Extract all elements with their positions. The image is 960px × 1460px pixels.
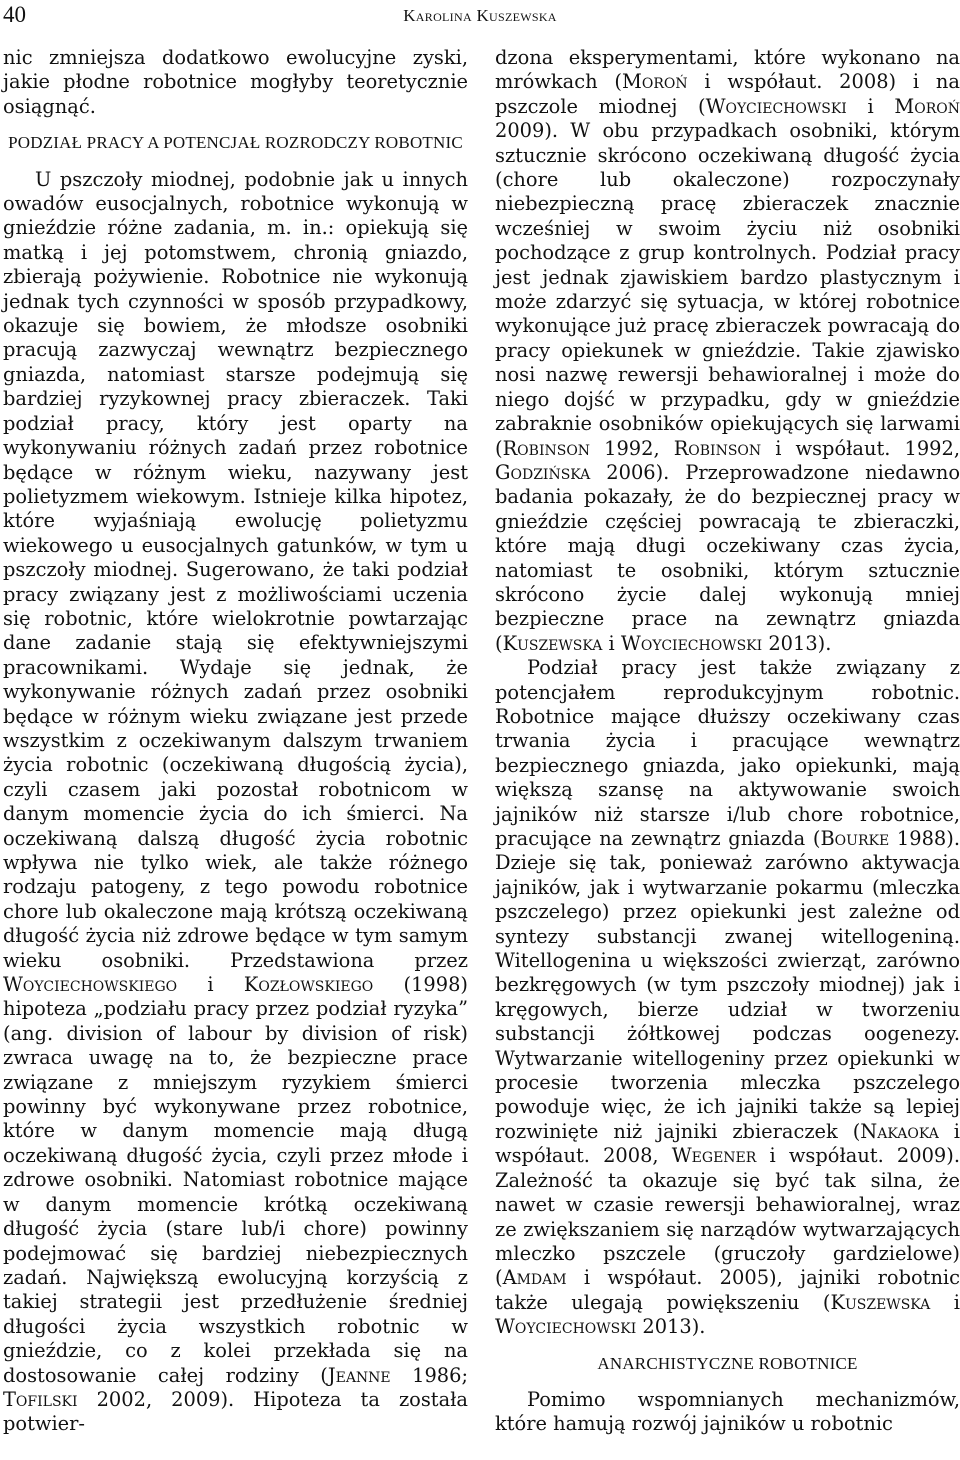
text-run: i — [177, 973, 244, 997]
paragraph: nic zmniejsza dodatkowo ewolucyjne zyski, jakie płodne robotnice mogłyby teoretycznie osiągnąć. — [3, 46, 468, 118]
section-heading: PODZIAŁ PRACY A POTENCJAŁ ROZRODCZY ROBOTNIC — [8, 133, 463, 153]
text-run: i — [846, 94, 895, 118]
citation: Woyciechowskiego — [3, 973, 178, 997]
citation: Robinson — [673, 436, 762, 460]
citation: Kuszewska — [830, 1290, 931, 1314]
citation: Tofilski — [3, 1387, 78, 1411]
citation: Woyciechowski — [705, 94, 847, 118]
text-run: (1998) hipoteza „podziału pracy przez podział ryzyka” (ang. division of labour by division of risk) zwraca uwagę na to, że bezpieczne prace związane z mniejszym ryzykiem śmierci powinny być wykonywane przez robotnice, które w danym momencie mają długą oczekiwaną długość życia, czyli przez młode i zdrowe osobniki. Natomiast robotnice mające w danym momencie krótką oczekiwaną długość życia (stare lub/i chore) powinny podejmować się bardziej niebezpiecznych zadań. Największą ewolucyjną korzyścią z takiej strategii jest przedłużenie średniej długości życia wszystkich robotnic w gnieździe, co z kolei przekłada się na dostosowanie całej rodziny ( — [3, 973, 468, 1387]
text-run: Podział pracy jest także związany z potencjałem reprodukcyjnym robotnic. Robotnice mające dłuższy oczekiwany czas trwania życia i pracujące wewnątrz bezpiecznego gniazda, jako opiekunki, mają większą szansę na aktywowanie swoich jajników niż starsze i/lub chore robotnice, pracujące na zewnątrz gniazda ( — [495, 656, 960, 850]
citation: Kozłowskiego — [243, 973, 374, 997]
citation: Wegener — [671, 1144, 757, 1168]
left-column — [3, 46, 468, 1437]
text-run: 2009). W obu przypadkach osobniki, którym sztucznie skrócono oczekiwaną długość życia (chore lub okaleczone) rozpoczynały niebezpieczną pracę zbieraczek znacznie wcześniej w swoim życiu niż osobniki pochodzące z grup kontrolnych. Podział pracy jest jednak zjawiskiem bardzo plastycznym i może zdarzyć się sytuacja, w której robotnice wykonujące już pracę zbieraczek powracają do pracy opiekunek w gnieździe. Takie zjawisko nosi nazwę rewersji behawioralnej i może do niego dojść w przypadku, gdy w gnieździe zabraknie osobników opiekujących się larwami ( — [495, 119, 960, 460]
text-run: i współaut. 2009). Zależność ta okazuje się być tak silna, że nawet w czasie rewersji behawioralnej, wraz ze zwiększaniem się narządów wytwarzających mleczko pszczele (gruczoły gardzielowe) ( — [495, 1144, 960, 1290]
running-head: Karolina Kuszewska — [403, 6, 557, 25]
citation: Moroń — [621, 70, 688, 94]
text-run: 1992, — [590, 436, 674, 460]
citation: Moroń — [894, 94, 960, 118]
citation: Nakaoka — [860, 1119, 939, 1143]
right-column — [495, 46, 960, 1437]
text-run: U pszczoły miodnej, podobnie jak u innych owadów eusocjalnych, robotnice wykonują w gnieździe różne zadania, m. in.: opiekują się matką i jej potomstwem, chronią gniazdo, zbierają pożywienie. Robotnice nie wykonują jednak tych czynności w sposób przypadkowy, okazuje się bowiem, że młodsze osobniki pracują zazwyczaj wewnątrz bezpiecznego gniazda, natomiast starsze podejmują się bardziej ryzykownej pracy zbieraczek. Taki podział pracy, który jest oparty na wykonywaniu różnych zadań przez robotnice będące w różnym wieku, nazywany jest polietyzmem wiekowym. Istnieje kilka hipotez, które wyjaśniają ewolucję polietyzmu wiekowego u eusocjalnych gatunków, w tym u pszczoły miodnej. Sugerowano, że taki podział pracy związany jest z możliwościami uczenia się robotnic, które wielokrotnie powtarzając dane zadanie stają się efektywniejszymi pracownikami. Wydaje się jednak, że wykonywanie różnych zadań przez osobniki będące w różnym wieku związane jest przede wszystkim z oczekiwanym dalszym trwaniem życia robotnic (oczekiwaną długością życia), czyli czasem jaki pozostał robotnicom w danym momencie życia do ich śmierci. Na oczekiwaną dalszą długość życia robotnic wpływa nie tylko wiek, ale także różnego rodzaju patogeny, z tego powodu robotnice chore lub okaleczone mają krótszą oczekiwaną długość życia niż zdrowe będące w tym samym wieku osobniki. Przedstawiona przez — [3, 167, 468, 972]
text-run: 2006). Przeprowadzone niedawno badania pokazały, że do bezpiecznej pracy w gnieździe częściej powracają te zbieraczki, które mają długi oczekiwany czas życia, natomiast te osobniki, którym sztucznie skrócono życie dalej wykonują mniej bezpieczne prace na zewnątrz gniazda ( — [495, 460, 960, 655]
text-run: i — [930, 1290, 960, 1314]
citation: Bourke — [820, 827, 890, 850]
paragraph — [495, 656, 960, 1339]
text-run: 1986; — [390, 1363, 469, 1387]
text-run: 1988). Dzieje się tak, ponieważ zarówno aktywacja jajników, jak i wytwarzanie pokarmu (mleczka pszczelego) przez opiekunki jest zależne od syntezy substancji zwanej witellogeniną. Witellogenina u większości zwierząt, zarówno bezkręgowych (w tym pszczoły miodnej) jak i kręgowych, bierze udział w tworzeniu substancji żółtkowej podczas oogenezy. Wytwarzanie witellogeniny przez opiekunki w procesie tworzenia mleczka pszczelego powoduje więc, że ich jajniki także są lepiej rozwinięte niż jajniki zbieraczek ( — [495, 827, 960, 1143]
citation: Robinson — [502, 436, 591, 460]
text-run: i współaut. 2008, — [495, 1119, 960, 1168]
text-run: i współaut. 1992, — [761, 436, 960, 460]
citation: Woyciechowski — [620, 631, 763, 655]
citation: Amdam — [502, 1266, 567, 1290]
paragraph — [3, 168, 468, 1437]
paragraph: Pomimo wspomnianych mechanizmów, które hamują rozwój jajników u robotnic — [495, 1387, 960, 1436]
text-run: 2013). — [636, 1315, 706, 1339]
section-heading: ANARCHISTYCZNE ROBOTNICE — [597, 1353, 858, 1373]
citation: Kuszewska — [502, 631, 603, 655]
text-run: i współaut. 2005), jajniki robotnic także ulegają powiększeniu ( — [495, 1266, 960, 1314]
paragraph — [495, 46, 960, 656]
text-run: i współaut. 2008) i na pszczole miodnej ( — [495, 70, 960, 118]
citation: Godzińska — [495, 460, 591, 484]
text-run: i — [602, 631, 621, 655]
text-run: dzona eksperymentami, które wykonano na mrówkach ( — [495, 46, 960, 94]
page-header — [0, 0, 960, 40]
page-number: 40 — [3, 2, 26, 27]
text-run: 2002, 2009). Hipoteza ta została potwier- — [3, 1387, 468, 1436]
citation: Woyciechowski — [495, 1315, 637, 1339]
text-run: 2013). — [762, 631, 832, 655]
citation: Jeanne — [327, 1363, 391, 1387]
